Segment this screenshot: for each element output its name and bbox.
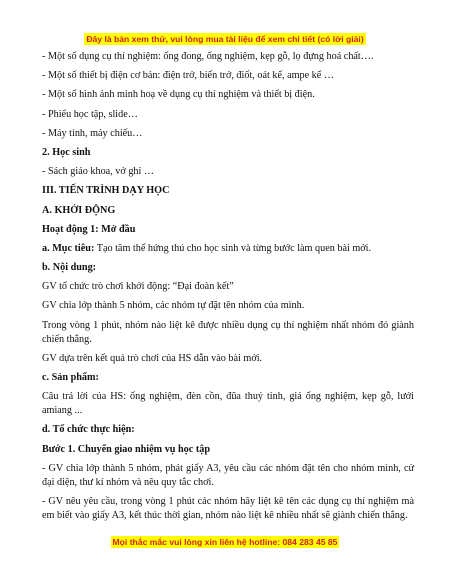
teacher-item: - Một số thiết bị điện cơ bản: điện trở, biến trở, điốt, oát kế, ampe kế … — [42, 69, 414, 83]
step1-heading: Bước 1. Chuyển giao nhiệm vụ học tập — [42, 443, 210, 455]
product-heading: c. Sản phẩm: — [42, 372, 99, 383]
hotline-text: Mọi thắc mắc vui lòng xin liên hệ hotline: 084 283 45 85 — [112, 537, 338, 547]
teacher-item: - Máy tính, máy chiếu… — [42, 127, 414, 141]
objective-text: Tạo tâm thế hứng thú cho học sinh và từng bước làm quen bài mới. — [96, 242, 372, 254]
preview-notice-banner — [0, 34, 450, 44]
content-line: GV tổ chức trò chơi khởi động: “Đại đoàn kết” — [42, 281, 234, 293]
content-line: GV dựa trên kết quả trò chơi của HS dẫn vào bài mới. — [42, 352, 263, 364]
students-item: - Sách giáo khoa, vở ghi … — [42, 165, 414, 179]
hotline-banner — [0, 537, 450, 547]
document-body — [42, 50, 414, 528]
content-line: GV chia lớp thành 5 nhóm, các nhóm tự đặt tên nhóm của mình. — [42, 300, 305, 312]
content-heading: b. Nội dung: — [42, 262, 97, 274]
preview-notice-text: Đây là bản xem thử, vui lòng mua tài liệu để xem chi tiết (có lời giải) — [86, 34, 364, 44]
section-title: III. TIẾN TRÌNH DẠY HỌC — [42, 185, 170, 197]
students-heading: 2. Học sinh — [42, 146, 91, 158]
organize-heading: d. Tổ chức thực hiện: — [42, 424, 135, 436]
teacher-item: - Phiếu học tập, slide… — [42, 108, 414, 122]
activity-title: Hoạt động 1: Mở đầu — [42, 223, 136, 235]
teacher-item: - Một số dụng cụ thí nghiệm: ống đong, ống nghiệm, kẹp gỗ, lọ đựng hoá chất…. — [42, 50, 414, 64]
step1-item: - GV chia lớp thành 5 nhóm, phát giấy A3, yêu cầu các nhóm đặt tên cho nhóm mình, cử đại diện, thư kí nhóm và nêu quy tắc chơi. — [42, 462, 414, 490]
content-line: Trong vòng 1 phút, nhóm nào liệt kê được nhiều dụng cụ thí nghiệm nhất nhóm đó giành chiến thắng. — [42, 319, 414, 345]
product-text: Câu trả lời của HS: ống nghiệm, đèn cồn, đũa thuỷ tinh, giá ống nghiệm, kẹp gỗ, lưới amiang ... — [42, 391, 414, 417]
teacher-item: - Một số hình ảnh minh hoạ về dụng cụ thí nghiệm và thiết bị điện. — [42, 88, 414, 102]
part-a-title: A. KHỞI ĐỘNG — [42, 204, 116, 216]
objective-label: a. Mục tiêu: — [42, 242, 95, 254]
step1-item: - GV nêu yêu cầu, trong vòng 1 phút các nhóm hãy liệt kê tên các dụng cụ thí nghiệm mà em biết vào giấy A3, kết thúc thời gian, nhóm nào liệt kê nhiều nhất sẽ giành chiến thắng. — [42, 495, 414, 523]
objective-line — [42, 242, 414, 256]
